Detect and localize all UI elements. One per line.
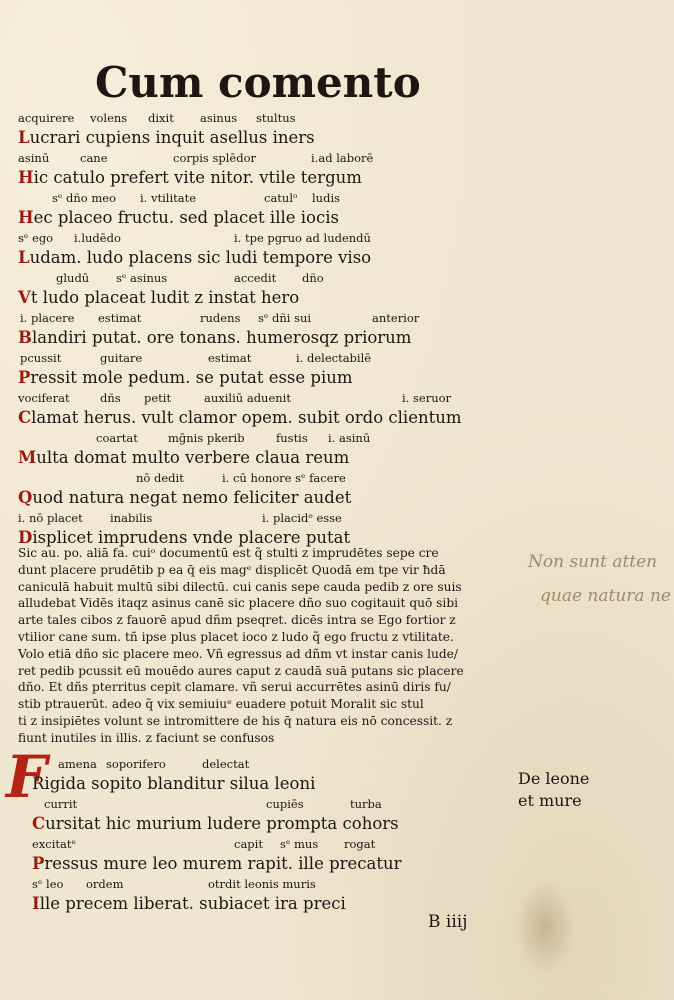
gloss-word: capit [234, 837, 263, 851]
gloss-line [32, 794, 512, 814]
gloss-word: nō dedit [136, 471, 184, 485]
gloss-line [18, 388, 518, 408]
gloss-word: petit [144, 391, 172, 405]
gloss-line [18, 188, 518, 208]
verse-line [18, 408, 518, 428]
verse-line [18, 208, 518, 228]
gloss-word: anterior [372, 311, 420, 325]
gloss-word: guitare [100, 351, 143, 365]
gloss-line [18, 508, 518, 528]
verse-text: ressus mure leo murem rapit. ille precatur [44, 854, 402, 873]
side-heading-line: et mure [518, 791, 582, 810]
verse-text: udam. ludo placens sic ludi tempore viso [29, 248, 372, 267]
rubric-initial: L [18, 248, 30, 267]
gloss-word: estimat [208, 351, 252, 365]
gloss-word: pcussit [20, 351, 62, 365]
decorated-initial: F [6, 743, 48, 811]
gloss-word: asinus [200, 111, 238, 125]
gloss-line [18, 308, 518, 328]
gloss-word: sᵉ dñi sui [258, 311, 312, 325]
verse-line [32, 894, 512, 914]
verse-line [18, 248, 518, 268]
rubric-initial: P [32, 854, 45, 873]
gloss-word: turba [350, 797, 382, 811]
gloss-line [18, 148, 518, 168]
gloss-word: i. placidᵒ esse [262, 511, 342, 525]
commentary-line: dño. Et dñs pterritus cepit clamare. vñ serui accurrētes asinū diris fu/ [18, 680, 451, 695]
gloss-word: delectat [202, 757, 250, 771]
gloss-word: dño [302, 271, 324, 285]
verse-text: t ludo placeat ludit z instat hero [30, 288, 300, 307]
gloss-word: sᵉ ego [18, 231, 54, 245]
gloss-line [18, 468, 518, 488]
gloss-word: currit [44, 797, 78, 811]
verse-text: ulta domat multo verbere claua reum [36, 448, 350, 467]
commentary-line: ret pedib pcussit eū mouēdo aures caput z caudā suā putans sic placere [18, 663, 464, 678]
side-heading-line: De leone [518, 769, 590, 788]
gloss-word: i. asinū [328, 431, 371, 445]
commentary-line: fiunt inutiles in illis. z faciunt se confusos [18, 730, 275, 745]
rubric-initial: C [18, 408, 32, 427]
gloss-word: i. vtilitate [140, 191, 197, 205]
commentary-line: ti z insipiētes volunt se intromittere de his q̄ natura eis nō concessit. z [18, 713, 453, 728]
verse-text: lamat herus. vult clamor opem. subit ordo clientum [31, 408, 462, 427]
verse-text: ic catulo prefert vite nitor. vtile tergum [33, 168, 362, 187]
rubric-initial: D [18, 528, 33, 547]
gloss-line [18, 228, 518, 248]
rubric-initial: L [18, 128, 30, 147]
commentary-line: caniculā habuit multū sibi dilectū. cui canis sepe cauda pedib z ore suis [18, 579, 462, 594]
signature-mark: B iiij [428, 912, 468, 932]
gloss-word: auxiliū aduenit [204, 391, 291, 405]
gloss-word: cane [80, 151, 108, 165]
rubric-initial: P [18, 368, 31, 387]
gloss-word: soporifero [106, 757, 166, 771]
gloss-word: sᵉ dño meo [52, 191, 116, 205]
gloss-word: vociferat [18, 391, 70, 405]
verse-text: uod natura negat nemo feliciter audet [32, 488, 352, 507]
handwritten-margin-note: Non sunt atten [528, 552, 658, 572]
commentary-line: alludebat Vidēs itaqz asinus canē sic placere dño suo cogitauit quō sibi [18, 596, 459, 611]
gloss-line [18, 268, 518, 288]
verse-line [18, 288, 518, 308]
gloss-word: catulᵒ [264, 191, 298, 205]
verse-text: ucrari cupiens inquit asellus iners [29, 128, 315, 147]
verse-text: Rigida sopito blanditur silua leoni [32, 774, 316, 793]
paper-stain [515, 880, 575, 975]
gloss-word: i.ludēdo [74, 231, 121, 245]
commentary-line: Volo etiā dño sic placere meo. Vñ egressus ad dñm vt instar canis lude/ [18, 646, 458, 661]
gloss-word: sᵉ mus [280, 837, 319, 851]
gloss-word: ordem [86, 877, 124, 891]
gloss-word: mḡnis pkerib [168, 431, 245, 445]
gloss-word: sᵉ leo [32, 877, 64, 891]
gloss-word: i. seruor [402, 391, 452, 405]
rubric-initial: B [18, 328, 32, 347]
verse-line [32, 854, 512, 874]
commentary-line: stib ptrauerūt. adeo q̃ vix semiuiuᵉ euadere potuit Moralit sic stul [18, 697, 424, 712]
side-heading [518, 768, 628, 812]
verse-text: landiri putat. ore tonans. humerosqz priorum [31, 328, 412, 347]
gloss-word: asinū [18, 151, 50, 165]
commentary-line: Sic au. po. aliā fa. cuiᵒ documentū est q̃ stulti z imprudētes sepe cre [18, 546, 439, 560]
page-title: Cum comento [95, 58, 421, 107]
gloss-word: fustis [276, 431, 308, 445]
gloss-word: cupiēs [266, 797, 304, 811]
verse-line [18, 488, 518, 508]
gloss-word: i. tpe pgruo ad ludendū [234, 231, 371, 245]
rubric-initial: I [32, 894, 40, 913]
verse-line [18, 128, 518, 148]
gloss-word: sᵉ asinus [116, 271, 168, 285]
commentary-block [18, 545, 518, 747]
verse-line [32, 814, 512, 834]
gloss-word: ludis [312, 191, 341, 205]
rubric-initial: C [32, 814, 46, 833]
gloss-word: estimat [98, 311, 142, 325]
gloss-word: excitatᵉ [32, 837, 76, 851]
verse-text: lle precem liberat. subiacet ira preci [39, 894, 346, 913]
gloss-word: rogat [344, 837, 376, 851]
verse-line [32, 774, 512, 794]
verse-line [18, 168, 518, 188]
gloss-word: coartat [96, 431, 138, 445]
commentary-line: arte tales cibos z fauorē apud dñm pseqret. dicēs intra se Ego fortior z [18, 613, 456, 628]
commentary-line: dunt placere prudētib p ea q̄ eis magᵉ displicēt Quodā em tpe vir ħdā [18, 562, 446, 577]
gloss-word: amena [58, 757, 97, 771]
gloss-word: volens [90, 111, 128, 125]
verse-text: ec placeo fructu. sed placet ille iocis [33, 208, 339, 227]
verse-text: ursitat hic murium ludere prompta cohors [45, 814, 399, 833]
gloss-line [18, 108, 518, 128]
gloss-line [32, 874, 512, 894]
rubric-initial: M [18, 448, 37, 467]
gloss-word: i. cū honore sᵉ facere [222, 471, 346, 485]
gloss-word: acquirere [18, 111, 75, 125]
verse-line [18, 368, 518, 388]
gloss-word: accedit [234, 271, 277, 285]
gloss-line [18, 348, 518, 368]
gloss-word: inabilis [110, 511, 153, 525]
gloss-word: gludū [56, 271, 90, 285]
rubric-initial: H [18, 168, 34, 187]
second-fable-block [32, 754, 512, 914]
verse-line [18, 448, 518, 468]
gloss-word: dñs [100, 391, 121, 405]
handwritten-margin-note: quae natura ne [540, 586, 671, 606]
gloss-word: stultus [256, 111, 296, 125]
gloss-word: otrdit leonis muris [208, 877, 316, 891]
gloss-word: corpis splēdor [173, 151, 256, 165]
rubric-initial: V [18, 288, 31, 307]
rubric-initial: H [18, 208, 34, 227]
verse-block [18, 108, 518, 548]
gloss-word: i. nō placet [18, 511, 83, 525]
commentary-line: vtilior cane sum. tñ ipse plus placet ioco z ludo q̃ ego fructu z vtilitate. [18, 629, 454, 644]
verse-text: ressit mole pedum. se putat esse pium [30, 368, 353, 387]
gloss-word: rudens [200, 311, 241, 325]
gloss-word: dixit [148, 111, 174, 125]
gloss-line [32, 834, 512, 854]
verse-text: isplicet imprudens vnde placere putat [32, 528, 351, 547]
gloss-word: i.ad laborē [311, 151, 374, 165]
gloss-line [18, 428, 518, 448]
gloss-line [32, 754, 512, 774]
rubric-initial: Q [18, 488, 33, 507]
gloss-word: i. placere [20, 311, 75, 325]
gloss-word: i. delectabilē [296, 351, 372, 365]
verse-line [18, 328, 518, 348]
